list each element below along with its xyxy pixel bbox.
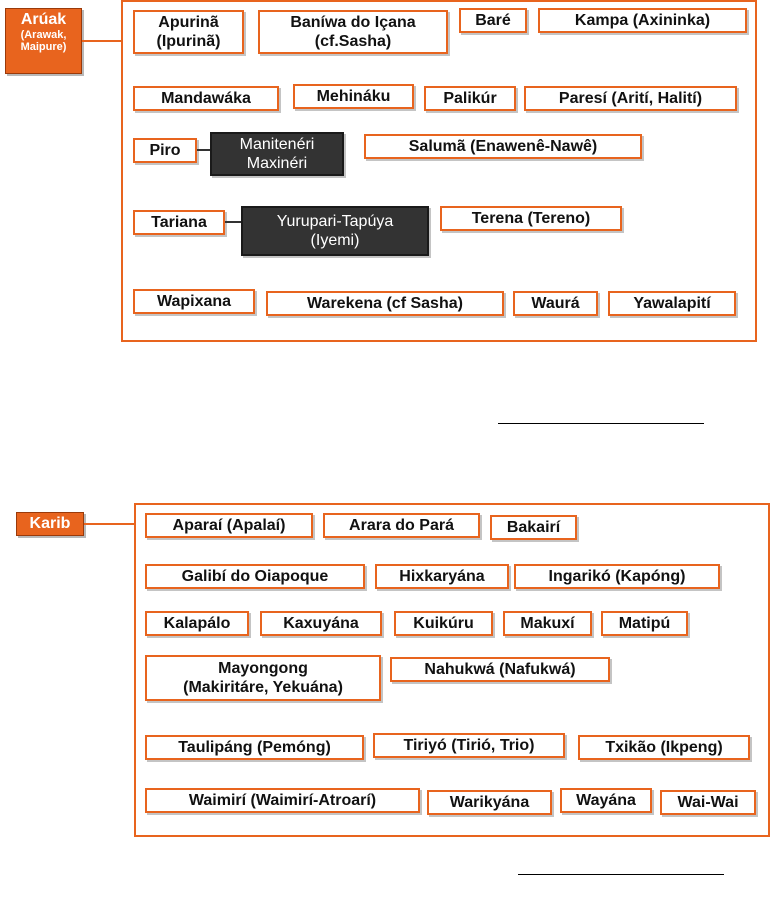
lang-kuikuru: Kuikúru [394,611,493,636]
lang-mandawaka: Mandawáka [133,86,279,111]
lang-ingariko: Ingarikó (Kapóng) [514,564,720,589]
lang-wayana: Wayána [560,788,652,813]
lang-taulipang: Taulipáng (Pemóng) [145,735,364,760]
lang-aparai: Aparaí (Apalaí) [145,513,313,538]
separator-rule-2 [518,874,724,875]
lang-matipu: Matipú [601,611,688,636]
lang-warikyana: Warikyána [427,790,552,815]
lang-kaxuyana: Kaxuyána [260,611,382,636]
tariana-connector [225,221,242,223]
lang-terena: Terena (Tereno) [440,206,622,231]
lang-nahukwa: Nahukwá (Nafukwá) [390,657,610,682]
separator-rule-1 [498,423,704,424]
lang-yurupari: Yurupari-Tapúya (Iyemi) [241,206,429,256]
lang-tiriyo: Tiriyó (Tirió, Trio) [373,733,565,758]
lang-bare: Baré [459,8,527,33]
family-sub-aruak-1: (Arawak, [20,29,67,41]
lang-hixkaryana: Hixkaryána [375,564,509,589]
lang-warekena: Warekena (cf Sasha) [266,291,504,316]
lang-wapixana: Wapixana [133,289,255,314]
family-name-karib: Karib [29,515,71,532]
lang-palikur: Palikúr [424,86,516,111]
lang-mehinaku: Mehináku [293,84,414,109]
lang-baniwa: Baníwa do Içana (cf.Sasha) [258,10,448,54]
family-label-karib [16,512,84,536]
lang-waiwai: Wai-Wai [660,790,756,815]
family-label-aruak [5,8,82,74]
lang-kalapalo: Kalapálo [145,611,249,636]
lang-mayongong: Mayongong (Makiritáre, Yekuána) [145,655,381,701]
lang-tariana: Tariana [133,210,225,235]
lang-makuxi: Makuxí [503,611,592,636]
piro-connector [197,149,211,151]
lang-bakairi: Bakairí [490,515,577,540]
lang-saluma: Salumã (Enawenê-Nawê) [364,134,642,159]
lang-manitenери: Manitenéri Maxinéri [210,132,344,176]
lang-apurina: Apurinã (Ipurinã) [133,10,244,54]
lang-galibi: Galibí do Oiapoque [145,564,365,589]
lang-arara: Arara do Pará [323,513,480,538]
family-name-aruak: Arúak [20,11,67,28]
lang-waimiri: Waimirí (Waimirí-Atroarí) [145,788,420,813]
lang-kampa: Kampa (Axininka) [538,8,747,33]
lang-txikao: Txikão (Ikpeng) [578,735,750,760]
karib-connector [84,523,135,525]
lang-yawalapiti: Yawalapití [608,291,736,316]
lang-waura: Waurá [513,291,598,316]
lang-paresi: Paresí (Arití, Halití) [524,86,737,111]
lang-piro: Piro [133,138,197,163]
aruak-connector [82,40,122,42]
family-sub-aruak-2: Maipure) [20,41,67,53]
